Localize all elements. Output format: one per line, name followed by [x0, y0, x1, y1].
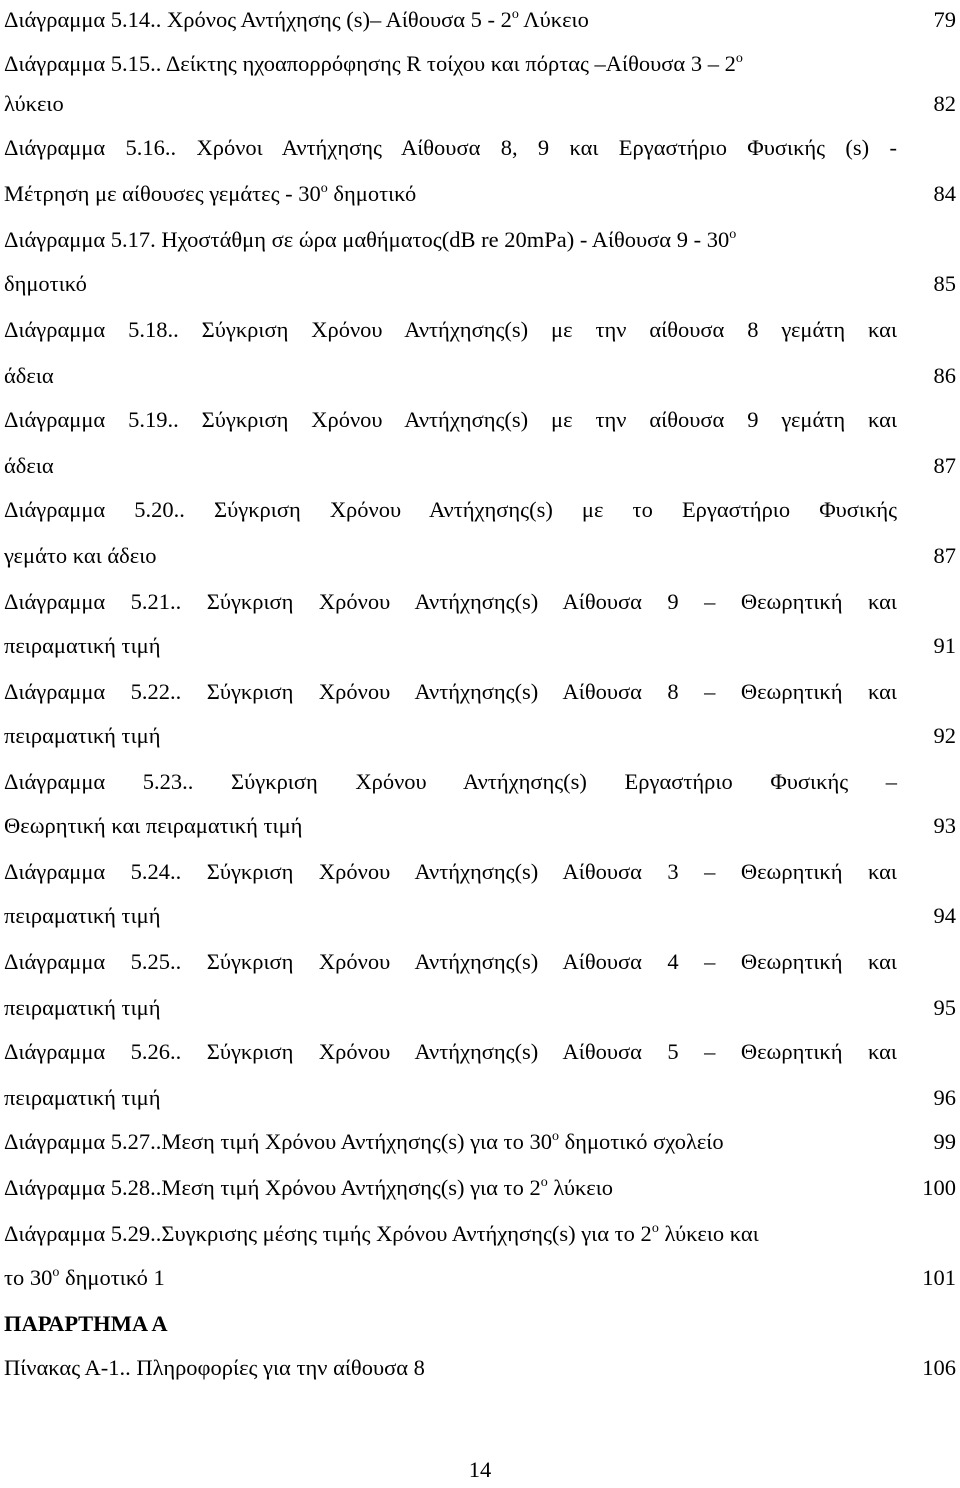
- toc-entry-text: άδεια: [4, 453, 54, 478]
- toc-page-number: 99: [933, 1129, 956, 1154]
- toc-line: [4, 400, 956, 440]
- toc-entry-text: πειραματική τιμή: [4, 633, 161, 658]
- toc-entry-text: Διάγραμμα 5.15.. Δείκτης ηχοαπορρόφησης R τοίχου και πόρτας –Αίθουσα $3 - 2^o$: [4, 51, 743, 76]
- toc-entry-text: Μέτρηση με αίθουσες γεμάτες - $30^o$ δημοτικό: [4, 181, 417, 206]
- toc-entry-text: Διάγραμμα 5.16.. Χρόνοι Αντήχησης Αίθουσα 8, 9 και Εργαστήριο Φυσικής (s) -: [4, 135, 897, 160]
- toc-line: [4, 0, 956, 40]
- toc-page-number: 85: [933, 271, 956, 296]
- toc-line: [4, 762, 956, 802]
- toc-entry-text: πειραματική τιμή: [4, 723, 161, 748]
- toc-entry-text: Διάγραμμα 5.20.. Σύγκριση Χρόνου Αντήχησης(s) με το Εργαστήριο Φυσικής: [4, 497, 897, 522]
- superscript: ο: [551, 1129, 559, 1144]
- toc-line: [4, 1032, 956, 1072]
- toc-entry-text: πειραματική τιμή: [4, 1085, 161, 1110]
- toc-line: [4, 174, 956, 214]
- toc-entry-text: ΠΑΡΑΡΤΗΜΑ Α: [4, 1311, 168, 1336]
- toc-line: [4, 536, 956, 576]
- toc-entry-text: Διάγραμμα 5.28..Μεση τιμή Χρόνου Αντήχησης(s) για το $2^o$ λύκειο: [4, 1175, 614, 1200]
- toc-entry-text: Πίνακας Α-1.. Πληροφορίες για την αίθουσα 8: [4, 1355, 425, 1380]
- toc-line: [4, 806, 956, 846]
- superscript: ο: [320, 181, 328, 196]
- toc-entry-text: Διάγραμμα 5.22.. Σύγκριση Χρόνου Αντήχησης(s) Αίθουσα 8 – Θεωρητική και: [4, 679, 897, 704]
- toc-line: [4, 1214, 956, 1254]
- toc-line: [4, 716, 956, 756]
- toc-entry-text: Διάγραμμα 5.26.. Σύγκριση Χρόνου Αντήχησης(s) Αίθουσα 5 – Θεωρητική και: [4, 1039, 897, 1064]
- toc-line: [4, 1122, 956, 1162]
- superscript: ο: [540, 1175, 548, 1190]
- toc-entry-text: Διάγραμμα 5.14.. Χρόνος Αντήχησης (s)– Αίθουσα $5 - 2^o$ Λύκειο: [4, 7, 589, 32]
- superscript: ο: [729, 227, 737, 242]
- toc-line: [4, 988, 956, 1028]
- toc-line: [4, 1078, 956, 1118]
- section-heading: [4, 1304, 956, 1344]
- toc-entry-text: πειραματική τιμή: [4, 995, 161, 1020]
- toc-page-number: 87: [933, 453, 956, 478]
- toc-line: [4, 356, 956, 396]
- toc-line: [4, 672, 956, 712]
- toc-line: [4, 626, 956, 666]
- toc-entry-text: το $30^o$ δημοτικό 1: [4, 1265, 165, 1290]
- toc-entry-text: γεμάτο και άδειο: [4, 543, 157, 568]
- toc-line: [4, 852, 956, 892]
- toc-page-number: 86: [933, 363, 956, 388]
- superscript: ο: [511, 7, 519, 22]
- toc-entry-text: Διάγραμμα 5.25.. Σύγκριση Χρόνου Αντήχησης(s) Αίθουσα 4 – Θεωρητική και: [4, 949, 897, 974]
- toc-page-number: 96: [933, 1085, 956, 1110]
- superscript: ο: [735, 51, 743, 66]
- toc-page-number: 94: [933, 903, 956, 928]
- toc-entry-text: Διάγραμμα 5.19.. Σύγκριση Χρόνου Αντήχησης(s) με την αίθουσα 9 γεμάτη και: [4, 407, 897, 432]
- superscript: ο: [651, 1221, 659, 1236]
- toc-line: [4, 582, 956, 622]
- toc-entry-text: Διάγραμμα 5.21.. Σύγκριση Χρόνου Αντήχησης(s) Αίθουσα 9 – Θεωρητική και: [4, 589, 897, 614]
- toc-line: [4, 1348, 956, 1388]
- toc-line: [4, 1168, 956, 1208]
- toc-entry-text: Διάγραμμα 5.17. Ηχοστάθμη σε ώρα μαθήματος(dB re 20mPa) - Αίθουσα $9 - 30^o$: [4, 227, 737, 252]
- toc-line: [4, 220, 956, 260]
- toc-entry-text: Διάγραμμα 5.29..Συγκρισης μέσης τιμής Χρόνου Αντήχησης(s) για το $2^o$ λύκειο και: [4, 1221, 759, 1246]
- toc-entry-text: δημοτικό: [4, 271, 87, 296]
- toc-entry-text: Διάγραμμα 5.24.. Σύγκριση Χρόνου Αντήχησης(s) Αίθουσα 3 – Θεωρητική και: [4, 859, 897, 884]
- superscript: ο: [52, 1265, 60, 1280]
- page-number: 14: [468, 1457, 492, 1482]
- toc-line: [4, 1258, 956, 1298]
- toc-line: [4, 44, 956, 84]
- toc-entry-text: Διάγραμμα 5.18.. Σύγκριση Χρόνου Αντήχησης(s) με την αίθουσα 8 γεμάτη και: [4, 317, 897, 342]
- toc-page-number: 95: [933, 995, 956, 1020]
- toc-page-number: 101: [922, 1265, 956, 1290]
- toc-line: [4, 490, 956, 530]
- toc-page-number: 100: [922, 1175, 956, 1200]
- toc-entry-text: Διάγραμμα 5.23.. Σύγκριση Χρόνου Αντήχησης(s) Εργαστήριο Φυσικής –: [4, 769, 897, 794]
- toc-entry-text: Διάγραμμα 5.27..Μεση τιμή Χρόνου Αντήχησης(s) για το $30^o$ δημοτικό σχολείο: [4, 1129, 724, 1154]
- toc-entry-text: πειραματική τιμή: [4, 903, 161, 928]
- toc-entry-text: Θεωρητική και πειραματική τιμή: [4, 813, 303, 838]
- toc-page-number: 82: [933, 91, 956, 116]
- toc-entry-text: άδεια: [4, 363, 54, 388]
- toc-line: [4, 264, 956, 304]
- toc-line: [4, 446, 956, 486]
- toc-page-number: 87: [933, 543, 956, 568]
- toc-page-number: 84: [933, 181, 956, 206]
- toc-line: [4, 128, 956, 168]
- toc-page-number: 106: [922, 1355, 956, 1380]
- toc-line: [4, 896, 956, 936]
- toc-page-number: 92: [933, 723, 956, 748]
- toc-page-number: 93: [933, 813, 956, 838]
- toc-line: [4, 942, 956, 982]
- toc-line: [4, 310, 956, 350]
- toc-page-number: 79: [933, 7, 956, 32]
- toc-page-number: 91: [933, 633, 956, 658]
- toc-line: [4, 84, 956, 124]
- toc-entry-text: λύκειο: [4, 91, 64, 116]
